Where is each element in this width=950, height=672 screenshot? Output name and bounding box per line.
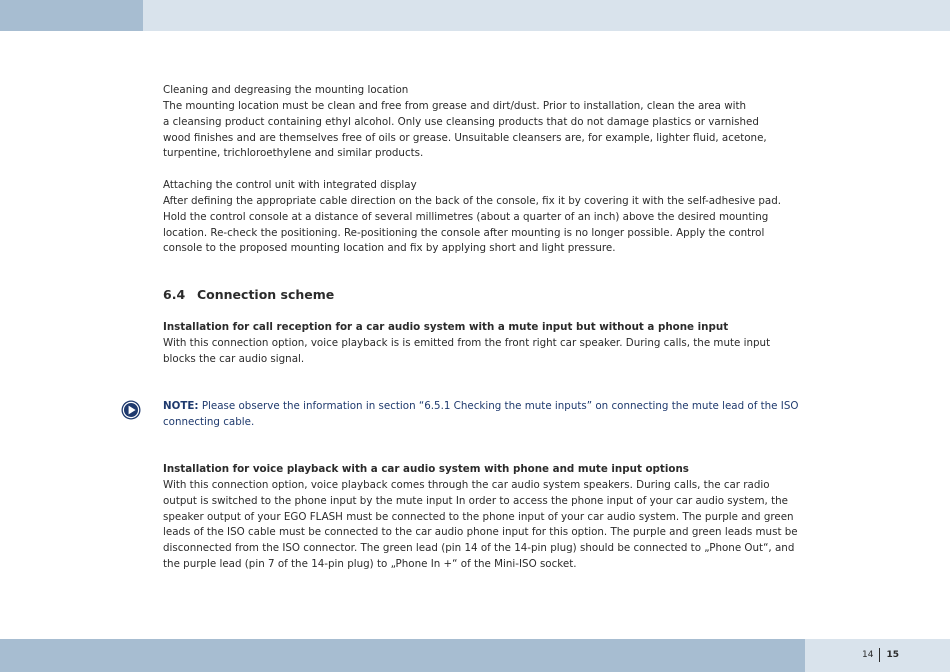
page-number-left: 14 — [862, 650, 874, 660]
voice-playback-title: Installation for voice playback with a car audio system with phone and mute input options — [163, 463, 689, 475]
call-reception-section — [163, 320, 770, 368]
page-number-divider — [879, 648, 880, 662]
note-label: NOTE: — [163, 400, 199, 412]
cleaning-line: The mounting location must be clean and free from grease and dirt/dust. Prior to installation, clean the area with — [163, 99, 747, 112]
footer-band-left — [0, 639, 805, 672]
voice-playback-line: leads of the ISO cable must be connected to the car audio phone input for this option. The purple and green leads must be — [163, 526, 798, 539]
voice-playback-line: disconnected from the ISO connector. The green lead (pin 14 of the 14-pin plug) should be connected to „Phone Out“, and — [163, 542, 795, 555]
header-band-left — [0, 0, 143, 31]
call-reception-title: Installation for call reception for a car audio system with a mute input but without a phone input — [163, 321, 729, 333]
section-title: Connection scheme — [197, 287, 335, 302]
section-heading — [163, 287, 334, 302]
voice-playback-section — [163, 462, 798, 573]
section-number: 6.4 — [163, 287, 186, 302]
play-circle-icon — [121, 400, 141, 420]
cleaning-line: turpentine, trichloroethylene and similar products. — [163, 147, 424, 160]
cleaning-section — [163, 83, 767, 162]
note-line-1 — [163, 399, 798, 415]
page-number-right: 15 — [886, 650, 899, 660]
cleaning-line: a cleansing product containing ethyl alcohol. Only use cleansing products that do not damage plastics or varnished — [163, 115, 759, 128]
voice-playback-line: output is switched to the phone input by the mute input In order to access the phone input of your car audio system, the — [163, 494, 788, 507]
page-numbers — [862, 648, 899, 662]
attaching-line: location. Re-check the positioning. Re-positioning the console after mounting is no longer possible. Apply the control — [163, 226, 765, 239]
header-band-right — [143, 0, 950, 31]
note-line-2: connecting cable. — [163, 415, 255, 428]
attaching-title: Attaching the control unit with integrated display — [163, 179, 417, 191]
attaching-section — [163, 178, 781, 257]
attaching-line: Hold the control console at a distance of several millimetres (about a quarter of an inch) above the desired mounting — [163, 210, 769, 223]
call-reception-line: blocks the car audio signal. — [163, 352, 305, 365]
note-text: Please observe the information in section “6.5.1 Checking the mute inputs” on connecting the mute lead of the ISO — [198, 400, 799, 412]
attaching-line: console to the proposed mounting location and fix by applying short and light pressure. — [163, 242, 616, 255]
voice-playback-line: With this connection option, voice playback comes through the car audio system speakers. During calls, the car radio — [163, 478, 770, 491]
attaching-line: After defining the appropriate cable direction on the back of the console, fix it by covering it with the self-adhesive pad. — [163, 194, 782, 207]
cleaning-title: Cleaning and degreasing the mounting location — [163, 84, 409, 96]
voice-playback-line: speaker output of your EGO FLASH must be connected to the phone input of your car audio system. The purple and green — [163, 510, 794, 523]
cleaning-line: wood finishes and are themselves free of oils or grease. Unsuitable cleansers are, for example, lighter fluid, acetone, — [163, 131, 767, 144]
note-section — [163, 399, 798, 431]
call-reception-line: With this connection option, voice playback is is emitted from the front right car speaker. During calls, the mute input — [163, 336, 771, 349]
voice-playback-line: the purple lead (pin 7 of the 14-pin plug) to „Phone In +“ of the Mini-ISO socket. — [163, 558, 577, 571]
